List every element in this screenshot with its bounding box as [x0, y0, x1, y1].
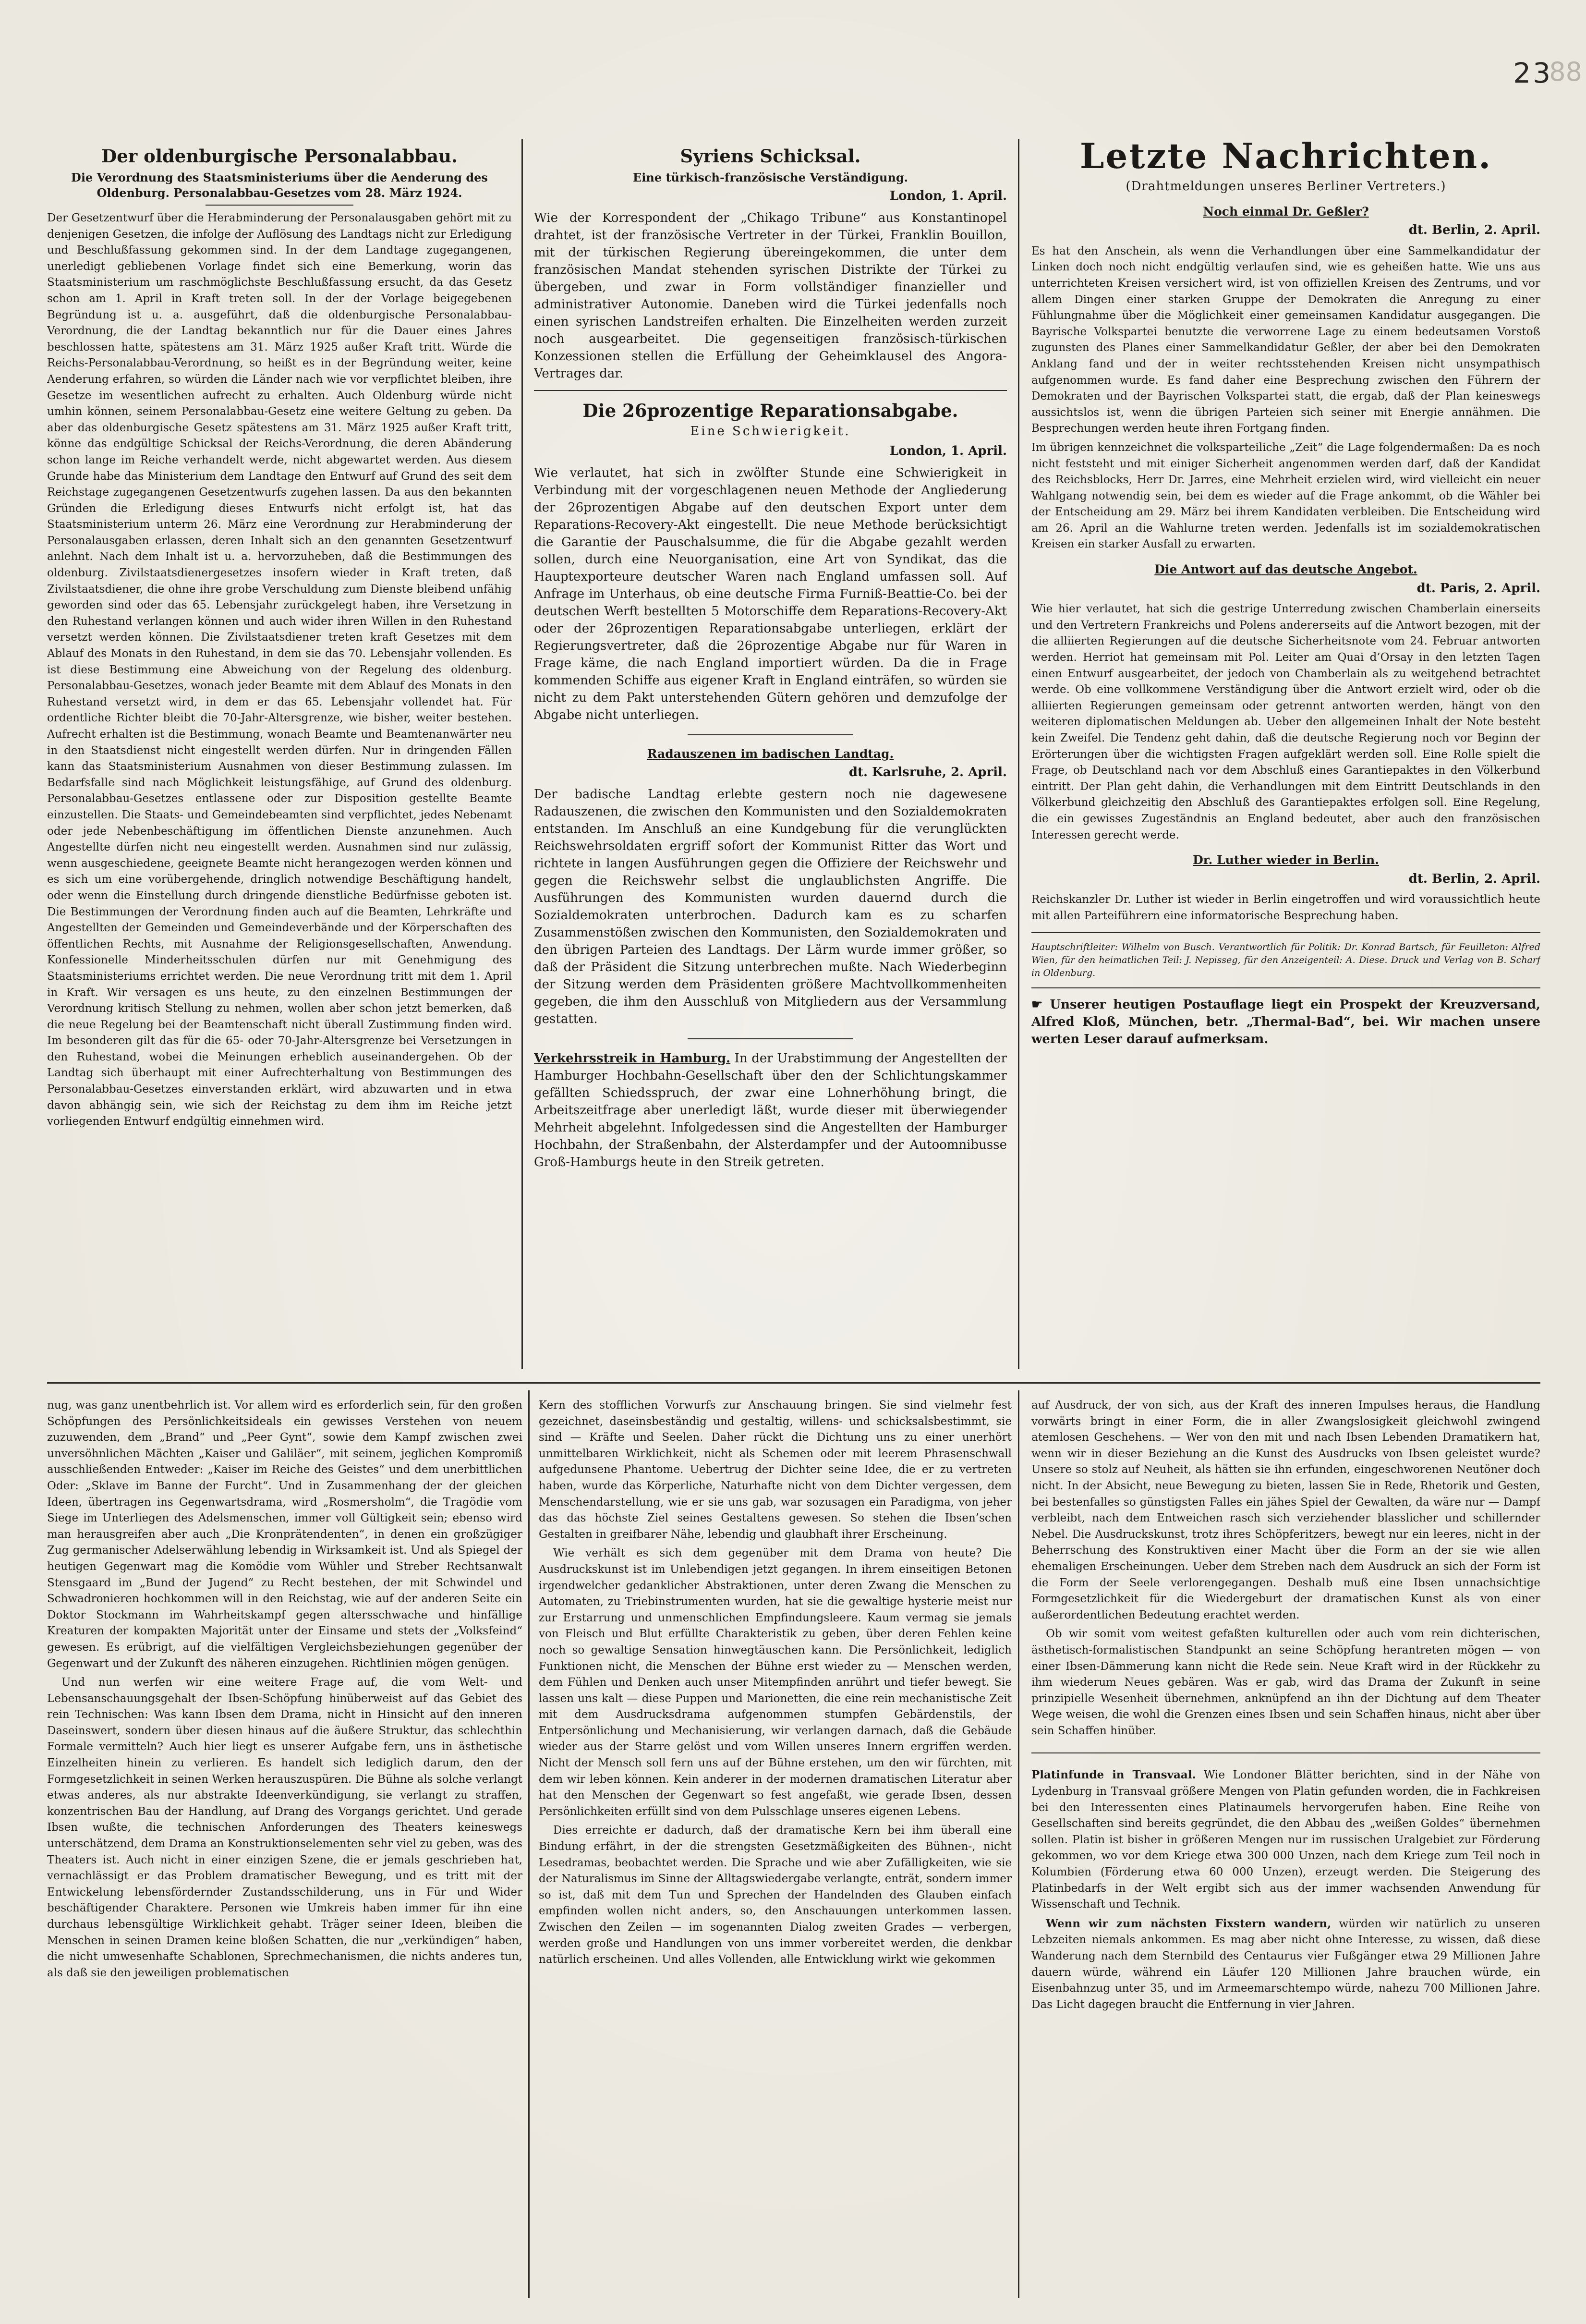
- divider: [1031, 1752, 1540, 1753]
- divider: [206, 205, 353, 206]
- feuilleton-paragraph: Und nun werfen wir eine weitere Frage auf, die vom Welt- und Lebensanschauungsgehalt der Ibsen-Schöpfung hinüberweist auf das Gebiet des rein Technischen: Was kann Ibsen dem Drama, nicht in Hinsicht auf den inneren Daseinswert, sondern über diesen hinaus auf die äußere Struktur, das schlechthin Formale vermitteln? Auch hier liegt es unserer Aufgabe fern, uns in ästhetische Einzelheiten hinein zu verlieren. Es handelt sich lediglich darum, den der Formgesetzlichkeit in seinen Werken herauszuspüren. Die Bühne als solche verlangt etwas anderes, als nur abstrakte Ideenverkündigung, sie verlangt zu straffen, konzentrischen Bau der Handlung, auf Drang des Vorgangs gerichtet. Und gerade Ibsen wußte, die technischen Anforderungen des Theaters keineswegs unterschätzend, dem Drama an Konstruktionselementen sehr viel zu geben, was des Theaters ist. Auch nicht in einer einzigen Szene, die er jemals geschrieben hat, vernachlässigt er das Problem dramatischer Bewegung, und es tritt mit der Entwickelung lebensfördernder Zustandsschilderung, uns in Für und Wider beschäftigender Charaktere. Personen wie Umkreis haben immer für ihn eine durchaus lebensgültige Wirklichkeit gehabt. Träger seiner Ideen, bleiben die Menschen in seinen Dramen keine bloßen Schatten, die nur „verkündigen“ haben, die nicht umwesenhafte Schablonen, Sprechmechanismen, die nichts anderes tun, als daß sie den jeweiligen problematischen: [47, 1676, 522, 1979]
- page-number: 23: [1513, 57, 1552, 89]
- article-title: Der oldenburgische Personalabbau.: [101, 146, 458, 167]
- faint-page-mark: 88: [1549, 57, 1582, 87]
- feuilleton-paragraph: nug, was ganz unentbehrlich ist. Vor allem wird es erforderlich sein, für den großen Schöpfungen des Persönlichkeitsideals ein gewisses Verstehen von neuem zuzuwenden, dem „Brand“ und „Peer Gynt“, sowie dem Kampf zwischen zwei unversöhnlichen Mächten „Kaiser und Galiläer“, mit seinem, jeglichen Kompromiß ausschließenden Entweder: „Kaiser im Reiche des Geistes“ und dem unerbittlichen Oder: „Sklave im Banne der Furcht“. Und in Zusammenhang der der gleichen Ideen, übertragen ins Gegenwartsdrama, wird „Rosmersholm“, die Tragödie vom Siege im Unterliegen des Adelsmenschen, immer voll Gültigkeit sein; ebenso wird man herausgreifen aber auch „Die Kronprätendenten“, in denen ein großzügiger Zug germanischer Adelserwählung lebendig in Wirksamkeit ist. Und als Spiegel der heutigen Gegenwart mag die Komödie vom Wühler und Streber Rechtsanwalt Stensgaard im „Bund der Jugend“ zu Recht bestehen, der mit Schwindel und Schwadronieren hochkommen will in den Reichstag, wie auf der anderen Seite ein Doktor Stockmann im Wahrheitskampf gegen altersschwache und hinfällige Kreaturen der kompakten Majorität unter der Einsame und stets der „Volksfeind“ gewesen. Es erübrigt, auf die vielfältigen Vergleichsbeziehungen gegenüber der Gegenwart und der Zukunft des näheren einzugehen. Richtlinien mögen genügen.: [47, 1399, 522, 1670]
- article-paragraph: Der badische Landtag erlebte gestern noch nie dagewesene Radauszenen, die zwischen den Kommunisten und den Sozialdemokraten entstanden. Im Anschluß an eine Kundgebung für die verunglückten Reichswehrsoldaten ergriff sofort der Kommunist Ritter das Wort und richtete in langen Ausführungen gegen die Offiziere der Reichswehr und gegen die Reichswehr selbst die unglaublichsten Angriffe. Die Ausführungen des Kommunisten wurden dauernd durch die Sozialdemokraten unterbrochen. Dadurch kam es zu scharfen Zusammenstößen zwischen den Kommunisten, den Sozialdemokraten und den übrigen Parteien des Landtags. Der Lärm wurde immer größer, so daß der Präsident die Sitzung unterbrechen mußte. Nach Wiederbeginn der Sitzung werden dem Präsidenten größere Machtvollkommenheiten gegeben, die ihm den Ausschluß von Mitgliedern aus der Versammlung gestatten.: [534, 787, 1007, 1026]
- section-title: Letzte Nachrichten.: [1079, 135, 1492, 176]
- imprint: Hauptschriftleiter: Wilhelm von Busch. Verantwortlich für Politik: Dr. Konrad Bartsch, für Feuilleton: Alfred Wien, für den heimatlichen Teil: J. Nepisseg, für den Anzeigenteil: A. Diese. Druck und Verlag von B. Scharf in Oldenburg.: [1031, 941, 1540, 978]
- dateline: London, 1. April.: [889, 189, 1007, 203]
- news-paragraph: Im übrigen kennzeichnet die volksparteiliche „Zeit“ die Lage folgendermaßen: Da es noch nicht feststeht und mit einiger Sicherheit angenommen werden darf, daß der Kandidat des Reichsblocks, Herr Dr. Jarres, eine Mehrheit erzielen wird, wird vielleicht ein neuer Wahlgang notwendig sein, bei dem es wieder auf die Frage ankommt, ob die Wähler bei der Entscheidung am 29. März bei ihrem Kandidaten verbleiben. Die Entscheidung wird am 26. April an die Wahlurne treten werden. Jedenfalls ist im sozialdemokratischen Kreisen ein starker Ausfall zu erwarten.: [1031, 441, 1540, 551]
- postal-notice: [1031, 996, 1540, 1048]
- section-subtitle: (Drahtmeldungen unseres Berliner Vertreters.): [1126, 179, 1446, 194]
- divider: [1031, 932, 1540, 933]
- note-text: würden wir natürlich zu unseren Lebzeiten niemals ankommen. Es mag aber nicht ohne Interesse, zu wissen, daß diese Wanderung nach dem Sternbild des Centaurus vier Fußgänger etwa 29 Millionen Jahre dauern würde, während ein Läufer 120 Millionen Jahre brauchen würde, ein Eisenbahnzug unter 35, und im Armeemarschtempo würde, nahezu 700 Millionen Jahre. Das Licht dagegen braucht die Entfernung in vier Jahren.: [1031, 1917, 1540, 2011]
- news-paragraph: Es hat den Anschein, als wenn die Verhandlungen über eine Sammelkandidatur der Linken doch noch nicht endgültig verlaufen sind, wie es geheißen hatte. Wie uns aus unterrichteten Kreisen versichert wird, ist von offiziellen Kreisen des Zentrums, und vor allem Dingen einer starken Gruppe der Demokraten die Anregung zu einer Fühlungnahme über die Möglichkeit einer gemeinsamen Kandidatur ausgegangen. Die Bayrische Volkspartei benutzte die verworrene Lage zu einem bedeutsamen Vorstoß zugunsten des Planes einer Sammelkandidatur Geßler, der aber bei den Demokraten Anklang fand und der in weiter rechtsstehenden Kreisen nicht unsympathisch aufgenommen wurde. Es fand daher eine Besprechung zwischen den Führern der Demokraten und der Bayrischen Volkspartei statt, die ergab, daß der Plan keineswegs aussichtslos ist, wenn die übrigen Parteien sich seiner mit Energie annähmen. Die Besprechungen werden heute ihren Fortgang finden.: [1031, 244, 1540, 435]
- column-rule: [521, 139, 523, 1369]
- article-paragraph: [534, 1050, 1007, 1171]
- note-platinfunde: [1031, 1767, 1540, 1912]
- article-paragraph: Der Gesetzentwurf über die Herabminderung der Personalausgaben gehört mit zu denjenigen Gesetzen, die infolge der Auflösung des Landtags nicht zur Erledigung und Beschlußfassung gekommen sind. In der dem Landtage zugegangenen, unerledigt gebliebenen Vorlage findet sich eine Bemerkung, worin das Staatsministerium um raschmöglichste Beschlußfassung ersucht, da das Gesetz schon am 1. April in Kraft treten soll. In der der Vorlage beigegebenen Begründung ist u. a. ausgeführt, daß die oldenburgische Personalabbau-Verordnung, die der Landtag bekanntlich nur für die Dauer eines Jahres beschlossen hatte, spätestens am 31. März 1925 außer Kraft tritt. Würde die Reichs-Personalabbau-Verordnung, so heißt es in der Begründung weiter, keine Aenderung erfahren, so würden die Länder nach wie vor verpflichtet bleiben, ihre Gesetze im wesentlichen aufrecht zu erhalten. Auch Oldenburg würde nicht umhin können, seinem Personalabbau-Gesetz eine weitere Geltung zu geben. Da aber das oldenburgische Gesetz spätestens am 31. März 1925 außer Kraft tritt, könne das endgültige Schicksal der Reichs-Verordnung, die deren Abänderung schon lange im Reiche verhandelt werde, nicht abgewartet werden. Aus diesem Grunde habe das Ministerium dem Landtage den Entwurf auf Grund des seit dem Reichstage zugegangenen Gesetzentwurfs zugehen lassen. Da aus den bekannten Gründen die Erledigung dieses Entwurfs nicht erfolgt ist, hat das Staatsministerium unterm 26. März eine Verordnung zur Herabminderung der Personalausgaben erlassen, deren Inhalt sich an den genannten Gesetzentwurf anlehnt. Nach dem Inhalt ist u. a. hervorzuheben, daß die Bestimmungen des oldenburg. Zivilstaatsdienergesetzes insofern wieder in Kraft treten, daß Zivilstaatsdiener, die ohne ihre grobe Verschuldung zum Dienste bleibend unfähig geworden sind oder das 65. Lebensjahr zurückgelegt haben, ihre Versetzung in den Ruhestand verlangen können und auch wider ihren Willen in den Ruhestand versetzt werden können. Die Zivilstaatsdiener treten kraft Gesetzes mit dem Ablauf des Monats in den Ruhestand, in dem sie das 70. Lebensjahr vollenden. Es ist diese Bestimmung eine Abweichung von der Regelung des oldenburg. Personalabbau-Gesetzes, wonach jeder Beamte mit dem Ablauf des Monats in den Ruhestand versetzt wird, in dem er das 65. Lebensjahr vollendet hat. Für ordentliche Richter bleibt die 70-Jahr-Altersgrenze, wie bisher, weiter bestehen. Aufrecht erhalten ist die Bestimmung, wonach Beamte und Beamtenanwärter neu in den Staatsdienst nicht eingestellt werden dürfen. Nur in dringenden Fällen kann das Staatsministerium Ausnahmen von dieser Bestimmung zulassen. Im Bedarfsfalle sind nach Möglichkeit leistungsfähige, auf Grund des oldenburg. Personalabbau-Gesetzes entlassene oder zur Disposition gestellte Beamte einzustellen. Die Staats- und Gemeindebeamten sind verpflichtet, jedes Nebenamt oder jede Nebenbeschäftigung im öffentlichen Dienste anzunehmen. Auch Angestellte dürfen nicht neu eingestellt werden. Ausnahmen sind nur zulässig, wenn ausgeschiedene, geeignete Beamte nicht herangezogen werden können und es sich um eine vorübergehende, dringlich notwendige Beschäftigung handelt, oder wenn die Einstellung durch dringende dienstliche Bedürfnisse geboten ist. Die Bestimmungen der Verordnung finden auch auf die Beamten, Lehrkräfte und Angestellten der Gemeinden und Gemeindeverbände und der Körperschaften des öffentlichen Rechts, mit Ausnahme der Religionsgesellschaften, Anwendung. Konfessionelle Minderheitsschulen dürfen nur mit Genehmigung des Staatsministeriums errichtet werden. Die neue Verordnung tritt mit dem 1. April in Kraft. Wir versagen es uns heute, zu den einzelnen Bestimmungen der Verordnung kritisch Stellung zu nehmen, wollen aber schon jetzt bemerken, daß die neue Regelung bei der Beamtenschaft nicht überall Zustimmung finden wird. Im besonderen gilt das für die 65- oder 70-Jahr-Altersgrenze bei Versetzungen in den Ruhestand, wobei die Meinungen erheblich auseinandergehen. Ob der Landtag sich überhaupt mit einer Aufrechterhaltung von Bestimmungen des Personalabbau-Gesetzes einverstanden erklärt, wird abzuwarten und in etwa davon abhängig sein, wie sich der Reichstag zu dem ihm im Reiche jetzt vorliegenden Entwurf endgültig einnehmen wird.: [47, 212, 512, 1128]
- column-rule: [1018, 1390, 1019, 2298]
- postal-notice-text: Unserer heutigen Postauflage liegt ein Prospekt der Kreuzversand, Alfred Kloß, München, betr. „Thermal-Bad“, bei. Wir machen unsere werten Leser darauf aufmerksam.: [1031, 997, 1540, 1046]
- note-fixstern: [1031, 1916, 1540, 2013]
- column-rule: [1018, 139, 1019, 1369]
- dateline: dt. Berlin, 2. April.: [1408, 871, 1540, 886]
- dateline: dt. Paris, 2. April.: [1417, 581, 1540, 596]
- note-head: Wenn wir zum nächsten Fixstern wandern,: [1046, 1917, 1332, 1930]
- column-letzte-nachrichten: [1031, 134, 1540, 1371]
- feuilleton-column-a: [47, 1398, 522, 2300]
- news-head: Dr. Luther wieder in Berlin.: [1193, 853, 1379, 867]
- divider: [688, 1038, 853, 1039]
- article-title-verkehrsstreik: Verkehrsstreik in Hamburg.: [534, 1051, 731, 1066]
- feuilleton-paragraph: Kern des stofflichen Vorwurfs zur Anschauung bringen. Sie sind vielmehr fest gezeichnet, daseinsbeständig und gestaltig, willens- und schicksalsbestimmt, sie sind — Kräfte und Seelen. Daher rückt die Dichtung uns zu einer unerhört unmittelbaren Wirklichkeit, nicht als Schemen oder mit leerem Phrasenschwall aufgedunsene Phantome. Uebertrug der Dichter seine Idee, die er zu vertreten haben, wurde das Körperliche, Naturhafte nicht von dem Dichter vergessen, dem Menschendarstellung, wie er sie uns gab, war sozusagen ein Paradigma, von jeher das das höchste Ziel seines Gestaltens gewesen. So stehen die Ibsen’schen Gestalten in greifbarer Nähe, lebendig und glaubhaft ihrer Erscheinung.: [539, 1399, 1012, 1541]
- news-paragraph: Wie hier verlautet, hat sich die gestrige Unterredung zwischen Chamberlain einerseits und den Vertretern Frankreichs und Polens andererseits auf die Antwort bezogen, mit der die alliierten Regierungen auf die deutsche Sicherheitsnote vom 24. Februar antworten werden. Herriot hat gemeinsam mit Pol. Leiter am Quai d’Orsay in den letzten Tagen einen Entwurf ausgearbeitet, der jedoch von Chamberlain als zu weitgehend betrachtet werde. Ob eine vollkommene Verständigung über die Antwort erzielt wird, oder ob die alliierten Regierungen gemeinsam oder getrennt antworten werden, hängt von den weiteren diplomatischen Meldungen ab. Ueber den allgemeinen Inhalt der Note besteht kein Zweifel. Die Tendenz geht dahin, daß die deutsche Regierung noch vor Beginn der Erörterungen über die wichtigsten Fragen aufgeklärt werden soll. Eine Rolle spielt die Frage, ob Deutschland nach vor dem Abschluß eines Garantiepaktes in den Völkerbund eintritt. Der Plan geht dahin, die Verhandlungen mit dem Eintritt Deutschlands in den Völkerbund gleichzeitig den Abschluß des Garantiepaktes erfolgen soll. Eine Regelung, die ein gewisses Zugeständnis an England bedeutet, aber auch den französischen Interessen gerecht werde.: [1031, 603, 1540, 841]
- divider: [1031, 987, 1540, 988]
- dateline: dt. Karlsruhe, 2. April.: [848, 765, 1007, 780]
- section-rule: [47, 1382, 1540, 1384]
- feuilleton-column-b: [539, 1398, 1012, 2300]
- news-paragraph: Reichskanzler Dr. Luther ist wieder in Berlin eingetroffen und wird voraussichtlich heute mit allen Parteiführern eine informatorische Besprechung haben.: [1031, 893, 1540, 922]
- pointing-hand-icon: ☛: [1031, 997, 1050, 1012]
- column-rule: [528, 1390, 530, 2298]
- column-personalabbau: [47, 144, 512, 1381]
- note-text: Wie Londoner Blätter berichten, sind in der Nähe von Lydenburg in Transvaal größere Mengen von Platin gefunden worden, die in Fachkreisen bei den Interessenten eines Platinaumels hervorgerufen haben. Eine Reihe von Gesellschaften sind bereits gegründet, die den Abbau des „weißen Goldes“ übernehmen sollen. Platin ist bisher in größeren Mengen nur im russischen Uralgebiet zur Förderung gekommen, wo vor dem Kriege etwa 300 000 Unzen, nach dem Kriege zum Teil noch in Kolumbien (Förderung etwa 60 000 Unzen), erzeugt werden. Die Steigerung des Platinbedarfs in der Welt ergibt sich aus der immer wachsenden Anwendung für Wissenschaft und Technik.: [1031, 1769, 1540, 1911]
- feuilleton-column-c: [1031, 1398, 1540, 2300]
- divider: [534, 390, 1007, 391]
- divider: [688, 734, 853, 735]
- feuilleton-paragraph: Ob wir somit vom weitest gefaßten kulturellen oder auch vom rein dichterischen, ästhetisch-formalistischen Standpunkt an seine Schöpfung herantreten mögen — von einer Ibsen-Dämmerung kann nicht die Rede sein. Neue Kraft wird in der Rückkehr zu ihm wiederum Neues gebären. Was er gab, wird das Drama der Zukunft in seine prinzipielle Wesenheit übernehmen, anknüpfend an ihn der Dichtung auf dem Theater Wege weisen, die wohl die Grenzen eines Ibsen und sein Schaffen hinaus, nicht aber über sein Schaffen hinüber.: [1031, 1628, 1540, 1737]
- article-title: Syriens Schicksal.: [680, 146, 861, 167]
- feuilleton-paragraph: auf Ausdruck, der von sich, aus der Kraft des inneren Impulses heraus, die Handlung vorwärts bringt in einer Form, die in aller Zwangslosigkeit gleichwohl zwingend atemlosen Geschehens. — Wer von den mit und nach Ibsen Lebenden Dramatikern hat, wenn wir in dieser Beziehung an die Kunst des Ausdrucks von Ibsen geleistet wurde? Unsere so stolz auf Neuheit, als hätten sie ihn erfunden, eingeschworenen Neutöner doch nicht. In der Absicht, neue Bewegung zu bieten, lassen Sie in Rede, Rhetorik und Gesten, bei bestenfalles so günstigsten Falles ein jähes Spiel der Gewalten, da wäre nur — Dampf verbleibt, nach dem Entweichen rasch sich verziehender blasslicher und schillernder Nebel. Die Ausdruckskunst, trotz ihres Schöpferitzers, bewegt nur ein leeres, nicht in der Beherrschung des Konstruktiven einer Macht über die Form an der sie wie allen ehemaligen Erscheinungen. Ueber dem Streben nach dem Ausdruck an sich der Form ist die Form der Seele verlorengegangen. Deshalb muß eine Ibsen unnachsichtige Formgesetzlichkeit für die Wiedergeburt der dramatischen Kunst als von einer außerordentlichen Bedeutung erachtet werden.: [1031, 1399, 1540, 1621]
- article-text: In der Urabstimmung der Angestellten der Hamburger Hochbahn-Gesellschaft über den der Schlichtungskammer gefällten Schiedsspruch, der zwar eine Lohnerhöhung bringt, die Arbeitszeitfrage aber unerledigt läßt, wurde dieser mit überwiegender Mehrheit abgelehnt. Infolgedessen sind die Angestellten der Hamburger Hochbahn, der Straßenbahn, der Alsterdampfer und der Autoomnibusse Groß-Hamburgs heute in den Streik getreten.: [534, 1051, 1007, 1169]
- news-head: Noch einmal Dr. Geßler?: [1203, 204, 1369, 219]
- note-head: Platinfunde in Transvaal.: [1031, 1768, 1196, 1782]
- dateline: London, 1. April.: [889, 444, 1007, 459]
- feuilleton-paragraph: Dies erreichte er dadurch, daß der dramatische Kern bei ihm überall eine Bindung erfährt, in der die strengsten Gesetzmäßigkeiten des Bühnen-, nicht Lesedramas, beobachtet werden. Die Sprache und wie aber Zufälligkeiten, wie sie der Naturalismus im Sinne der Alltagswiedergabe verlangte, enträt, sondern immer so ist, daß mit dem Tun und Sprechen der Handelnden des Glauben einfach empfinden wollen nicht anders, so, den Anschauungen unterkommen lassen. Zwischen den Zeilen — im sogenannten Dialog zweiten Grades — verbergen, werden große und Handlungen von uns immer vorbereitet werden, die denkbar natürlich erscheinen. Und alles Vollenden, alle Entwicklung wirkt wie gekommen: [539, 1824, 1012, 1966]
- article-paragraph: Wie verlautet, hat sich in zwölfter Stunde eine Schwierigkeit in Verbindung mit der vorgeschlagenen neuen Methode der Angliederung der 26prozentigen Abgabe auf den deutschen Export unter dem Reparations-Recovery-Akt eingestellt. Die neue Methode berücksichtigt die Garantie der Pauschalsumme, die für die Abgabe gezahlt werden sollen, durch eine Neuorganisation, eine Art von Syndikat, das die Hauptexporteure deutscher Waren nach England umfassen soll. Auf Anfrage im Unterhaus, ob eine deutsche Firma Furniß-Beattie-Co. bei der deutschen Werft bestellten 5 Motorschiffe dem Reparations-Recovery-Akt oder der 26prozentigen Reparationsabgabe unterliegen, erklärt der Regierungsvertreter, daß die 26prozentige Abgabe nur für Waren in Frage käme, die nach England importiert würden. Da die in Frage kommenden Schiffe aus eigener Kraft in England einträfen, so würden sie nicht zu dem Pakt unterstehenden Gütern gehören und demzufolge der Abgabe nicht unterliegen.: [534, 465, 1007, 722]
- feuilleton-paragraph: Wie verhält es sich dem gegenüber mit dem Drama von heute? Die Ausdruckskunst ist im Unlebendigen jetzt gegangen. In ihrem einseitigen Betonen irgendwelcher gedanklicher Abstraktionen, unter deren Zwang die Menschen zu Automaten, zu Triebinstrumenten wurden, hat sie die gewaltige hysterie meist nur zur Erstarrung und unmenschlichen Empfindungsleere. Kaum vermag sie jemals von Fleisch und Blut erfüllte Charakteristik zu geben, über deren Fehlen keine noch so gewaltige Sensation hinwegtäuschen kann. Die Persönlichkeit, lediglich Funktionen nicht, die Menschen der Bühne erst wieder zu — Menschen werden, dem Fühlen und Denken auch unser Mitempfinden anrührt und tiefer bewegt. Sie lassen uns kalt — diese Puppen und Marionetten, die eine rein mechanistische Zeit mit dem Ausdrucksdrama aufgenommen stumpfen Gebärdenstils, der Entpersönlichung und Mechanisierung, wir verlangen darnach, daß die Gebäude wieder aus der Starre gelöst und vom Willen unseres Innern ergriffen werden. Nicht der Mensch soll fern uns auf der Bühne erstehen, um den wir fürchten, mit dem wir leben können. Kein anderer in der modernen dramatischen Literatur aber hat den Menschen der Gegenwart so fest angefaßt, wie gerade Ibsen, dessen Persönlichkeiten erfüllt sind von dem Pulsschlage unseres eigenen Lebens.: [539, 1547, 1012, 1818]
- article-subtitle: Die Verordnung des Staatsministeriums über die Aenderung des Oldenburg. Personalabbau-Gesetzes vom 28. März 1924.: [71, 170, 488, 200]
- article-subtitle: Eine Schwierigkeit.: [690, 424, 851, 438]
- column-syrien: [534, 144, 1007, 1306]
- article-subtitle: Eine türkisch-französische Verständigung.: [632, 170, 908, 184]
- dateline: dt. Berlin, 2. April.: [1408, 223, 1540, 238]
- article-title-reparation: Die 26prozentige Reparationsabgabe.: [582, 400, 958, 421]
- article-title-radau: Radauszenen im badischen Landtag.: [647, 746, 894, 761]
- news-head: Die Antwort auf das deutsche Angebot.: [1154, 562, 1417, 577]
- article-paragraph: Wie der Korrespondent der „Chikago Tribune“ aus Konstantinopel drahtet, ist der französische Vertreter in der Türkei, Franklin Bouillon, mit der türkischen Regierung übereingekommen, die unter dem französischen Mandat stehenden syrischen Distrikte der Türkei zu übergeben, und zwar in Form vollständiger finanzieller und administrativer Autonomie. Daneben wird die Türkei jedenfalls noch einen syrischen Landstreifen erhalten. Die Einzelheiten werden zurzeit noch ausgearbeitet. Die gegenseitigen französisch-türkischen Konzessionen stellen die Erfüllung der Geheimklausel des Angora-Vertrages dar.: [534, 210, 1007, 381]
